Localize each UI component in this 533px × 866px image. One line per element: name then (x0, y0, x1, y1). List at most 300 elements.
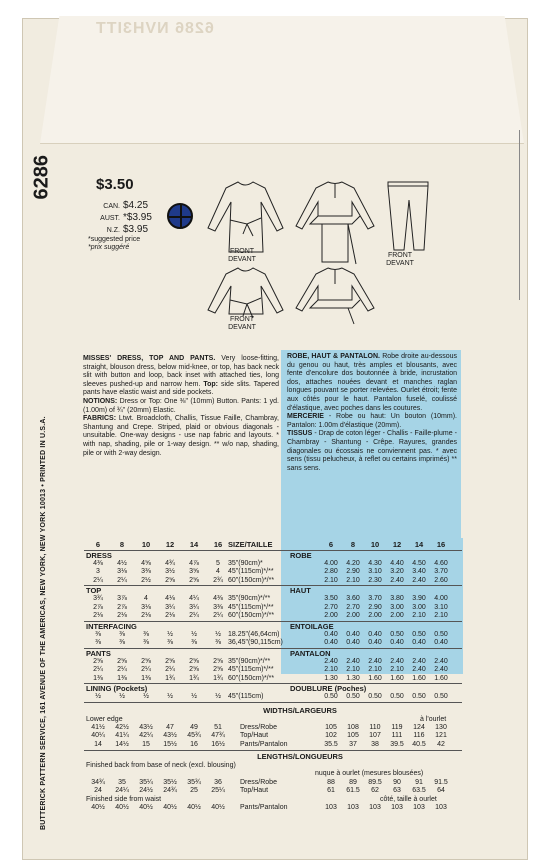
length-value: 34¾ (91, 779, 105, 786)
yardage-value-metric: 2.90 (368, 603, 382, 611)
width-value: 43½ (139, 724, 153, 732)
length-value-metric: 63.5 (412, 787, 426, 795)
yardage-value-metric: 2.60 (434, 576, 448, 584)
width-value-metric: 110 (369, 724, 381, 732)
yardage-value: 1⅜ (117, 674, 127, 682)
yardage-row-metric (320, 658, 452, 665)
yardage-value-metric: 2.40 (368, 657, 382, 665)
yardage-row (86, 560, 230, 567)
yardage-value-metric: 1.60 (412, 674, 426, 682)
length-value: 36 (214, 779, 222, 786)
length-row-pants (86, 804, 230, 811)
width-value-metric: 35.5 (324, 740, 338, 748)
yardage-value-metric: 2.10 (368, 666, 382, 674)
yardage-value-metric: 2.00 (368, 612, 382, 619)
lengths-note2-en: Finished side from waist (86, 795, 162, 803)
size-cell: 6 (328, 540, 334, 549)
tissus-label: TISSUS (287, 430, 313, 438)
yardage-value-metric: 2.40 (434, 657, 448, 665)
fabric-width: 35"(90cm)*/** (228, 595, 271, 603)
yardage-value: ½ (191, 630, 197, 638)
width-value-metric: 119 (391, 724, 403, 732)
yardage-value-metric: 0.40 (324, 630, 338, 638)
yardage-value-metric: 2.10 (390, 666, 404, 674)
length-value: 40½ (139, 803, 153, 811)
yardage-value: 2¼ (213, 612, 223, 619)
width-value-metric: 39.5 (390, 740, 404, 748)
yardage-value-metric: 3.00 (412, 603, 426, 611)
yardage-value-metric: 0.50 (346, 693, 360, 701)
yardage-value-metric: 2.40 (324, 657, 338, 665)
country-price: *$3.95 (123, 212, 152, 223)
front-label: FRONT (229, 316, 255, 323)
yardage-value-metric: 2.70 (346, 603, 360, 611)
yardage-value: 2⅛ (141, 612, 151, 619)
yardage-value-metric: 2.10 (346, 576, 360, 584)
yardage-value: ⅜ (215, 639, 221, 647)
yardage-value-metric: 3.70 (434, 568, 448, 576)
yardage-value-metric: 3.60 (346, 595, 360, 603)
yardage-row-metric (320, 595, 452, 602)
tissus-body: - Drap de coton léger - Challis - Faille-plume - Chambray - Shantung - Crêpe. Rayures, grandes diagonales ou écossais ne conviennent pas. * avec sens (tissu pelucheux, à reflet ou certains imprimés) ** sans sens. (287, 430, 457, 472)
width-value-metric: 105 (347, 732, 359, 740)
yardage-value: 5 (216, 560, 220, 567)
size-header-fr (320, 540, 452, 549)
yardage-value: 2⅝ (189, 657, 199, 665)
length-value-metric: 103 (369, 803, 381, 811)
length-row-metric (320, 779, 452, 786)
width-value: 47¾ (211, 732, 225, 740)
yardage-value: 2⅝ (117, 657, 127, 665)
length-value-metric: 88 (327, 779, 335, 786)
length-value: 40½ (187, 803, 201, 811)
length-value-metric: 61.5 (346, 787, 360, 795)
yardage-value-metric: 0.40 (368, 639, 382, 647)
length-value-metric: 63 (393, 787, 401, 795)
suggested-price-note-fr: *prix suggéré (88, 244, 130, 251)
yardage-value-metric: 2.10 (412, 612, 426, 619)
yardage-value-metric: 4.50 (412, 560, 426, 567)
size-cell: 12 (392, 540, 402, 549)
yardage-value: 2¼ (165, 666, 175, 674)
length-value: 25¼ (211, 787, 225, 795)
publisher-address: BUTTERICK PATTERN SERVICE, 161 AVENUE OF THE AMERICAS, NEW YORK, NEW YORK 10013 • PRINTED IN U.S.A. (40, 416, 47, 830)
yardage-value-metric: 4.40 (390, 560, 404, 567)
yardage-value-metric: 3.80 (390, 595, 404, 603)
yardage-value: 3¾ (93, 595, 103, 603)
yardage-value: ⅜ (119, 630, 125, 638)
length-value-metric: 103 (413, 803, 425, 811)
yardage-value: ⅜ (95, 639, 101, 647)
yardage-value-metric: 0.50 (412, 693, 426, 701)
fabric-width: 35"(90cm)*/** (228, 657, 271, 665)
yardage-value: 1⅜ (141, 674, 151, 682)
section-rule (84, 585, 462, 586)
yardage-value-metric: 0.40 (390, 639, 404, 647)
yardage-row-metric (320, 577, 452, 584)
width-value: 51 (214, 724, 222, 732)
length-value: 40½ (91, 803, 105, 811)
fabric-width: 60"(150cm)*/** (228, 674, 275, 682)
yardage-value: 2⅝ (189, 666, 199, 674)
yardage-value-metric: 2.40 (390, 657, 404, 665)
yardage-value-metric: 1.30 (346, 674, 360, 682)
yardage-value-metric: 3.50 (324, 595, 338, 603)
width-value: 15½ (163, 740, 177, 748)
fabric-width: 35"(90cm)* (228, 560, 263, 567)
yardage-value: 4⅜ (213, 595, 223, 603)
country: N.Z. (106, 227, 120, 234)
yardage-value: 4 (144, 595, 148, 603)
size-label: SIZE/TAILLE (228, 540, 273, 549)
yardage-value-metric: 3.10 (368, 568, 382, 576)
price-nz (90, 224, 182, 236)
yardage-value-metric: 2.80 (324, 568, 338, 576)
width-row (86, 741, 230, 748)
yardage-value-metric: 2.10 (434, 612, 448, 619)
fabric-width: 45"(115cm)*/** (228, 603, 274, 611)
fabric-width: 45"(115cm)*/** (228, 568, 274, 576)
section-label-fr: ENTOILAGE (290, 621, 334, 631)
yardage-row (86, 639, 230, 646)
front-label: FRONT (387, 252, 413, 259)
size-cell: 14 (414, 540, 424, 549)
fabric-width: 36,45"(90,115cm) (228, 639, 283, 647)
yardage-value: 2⅝ (93, 657, 103, 665)
yardage-value: 2½ (141, 576, 151, 584)
size-cell: 12 (165, 540, 175, 549)
length-value-metric: 91 (415, 779, 423, 786)
yardage-value-metric: 3.10 (434, 603, 448, 611)
length-value: 40½ (163, 803, 177, 811)
length-value: 24¼ (115, 787, 129, 795)
yardage-value: 2¼ (93, 576, 103, 584)
description-body-fr: Robe droite au-dessous du genou ou haut, très amples et blousants, avec fente d'encolure dos boutonnée à bride, incrustation dos, attaches nouées devant et manches raglan longues pouvant se porter relevées. Ourlet étroit; fente aux côtés pour le haut. Pantalon fuselé, coulissé d'élastique, avec poches dans les coutures. (287, 353, 458, 412)
lower-edge-label: Lower edge (86, 716, 123, 724)
yardage-value: 4⅞ (189, 560, 199, 567)
width-value: 15 (142, 740, 150, 748)
length-value: 35¼ (139, 779, 153, 786)
devant-label: DEVANT (386, 260, 414, 267)
yardage-value-metric: 4.30 (368, 560, 382, 567)
yardage-row-metric (320, 675, 452, 682)
yardage-value: ½ (191, 693, 197, 701)
length-value-metric: 91.5 (434, 779, 448, 786)
yardage-row (86, 658, 230, 665)
price: $3.50 (96, 176, 134, 193)
garment-label: Dress/Robe (240, 779, 277, 786)
yardage-value-metric: 0.40 (346, 630, 360, 638)
length-value-metric: 103 (435, 803, 447, 811)
yardage-value-metric: 2.40 (390, 576, 404, 584)
length-value-metric: 89.5 (368, 779, 382, 786)
top-label: Top: (203, 380, 219, 388)
width-value-metric: 102 (325, 732, 337, 740)
yardage-value: 4¼ (189, 595, 199, 603)
width-row-metric (320, 732, 452, 739)
yardage-value: 2⅝ (189, 576, 199, 584)
length-value: 25 (190, 787, 198, 795)
dress-back-sketch-icon (290, 176, 380, 266)
width-value: 14½ (115, 740, 129, 748)
devant-label: DEVANT (228, 256, 256, 263)
yardage-row-metric (320, 568, 452, 575)
yardage-value-metric: 1.60 (434, 674, 448, 682)
yardage-value-metric: 0.40 (368, 630, 382, 638)
length-value-metric: 89 (349, 779, 357, 786)
yardage-value-metric: 3.00 (390, 603, 404, 611)
suggested-price-note: *suggested price (88, 236, 141, 243)
length-value: 24½ (139, 787, 153, 795)
garment-label: Top/Haut (240, 787, 269, 795)
country-price: $4.25 (123, 200, 149, 211)
section-label-fr: HAUT (290, 586, 311, 596)
width-value: 43½ (163, 732, 177, 740)
pants-sketch-icon (378, 176, 438, 256)
yardage-value-metric: 0.40 (434, 639, 448, 647)
yardage-value: ⅜ (191, 639, 197, 647)
yardage-value: 2⅛ (117, 612, 127, 619)
section-rule (84, 648, 462, 649)
yardage-value-metric: 1.60 (368, 674, 382, 682)
front-label: FRONT (229, 248, 255, 255)
yardage-value: 4½ (117, 560, 127, 567)
lower-edge-label-fr: à l'ourlet (420, 716, 447, 724)
yardage-value: 2¼ (117, 576, 127, 584)
length-value: 24¾ (163, 787, 177, 795)
top-front-sketch-icon (203, 262, 288, 320)
description-title: MISSES' DRESS, TOP AND PANTS. (83, 355, 216, 362)
length-value: 24 (94, 787, 102, 795)
yardage-value-metric: 2.10 (324, 666, 338, 674)
description-french (281, 350, 461, 538)
yardage-row-metric (320, 666, 452, 673)
yardage-value: 1¾ (189, 674, 199, 682)
country-price: $3.95 (123, 224, 149, 235)
yardage-row (86, 568, 230, 575)
widths-rule (84, 750, 462, 751)
garment-label: Top/Haut (240, 732, 269, 740)
yardage-row (86, 693, 230, 700)
yardage-value-metric: 3.20 (390, 568, 404, 576)
yardage-row (86, 604, 230, 611)
yardage-value: 3 (96, 568, 100, 576)
width-value-metric: 124 (413, 724, 425, 732)
yardage-value-metric: 2.70 (324, 603, 338, 611)
yardage-value-metric: 3.40 (412, 568, 426, 576)
yardage-value: 2⅝ (141, 657, 151, 665)
width-value: 49 (190, 724, 198, 732)
yardage-value: 2⅞ (117, 603, 127, 611)
yardage-row (86, 666, 230, 673)
yardage-value-metric: 2.40 (434, 666, 448, 674)
length-value-metric: 103 (391, 803, 403, 811)
notions-body: Dress or Top: One ⅜" (10mm) Button. Pants: 1 yd. (1.00m) of ¾" (20mm) Elastic. (83, 397, 279, 414)
width-value: 14 (94, 740, 102, 748)
yardage-value-metric: 0.50 (368, 693, 382, 701)
width-value: 16 (190, 740, 198, 748)
yardage-value: 2⅝ (213, 666, 223, 674)
yardage-value-metric: 1.30 (324, 674, 338, 682)
yardage-value: ½ (215, 630, 221, 638)
description-body: Very loose-fitting, straight, blouson dress, below mid-knee, or top, has back neck slit with button and loop, back inset with attached ties, long sleeves pushed-up and narrow hem. (83, 355, 279, 388)
yardage-value-metric: 2.10 (346, 666, 360, 674)
width-value: 41¼ (115, 732, 129, 740)
yardage-value-metric: 0.50 (390, 630, 404, 638)
length-row (86, 787, 230, 794)
width-row-metric (320, 741, 452, 748)
fabric-width: 60"(150cm)*/** (228, 612, 275, 619)
country: CAN. (103, 203, 120, 210)
yardage-value-metric: 4.60 (434, 560, 448, 567)
widths-header: WIDTHS/LARGEURS (263, 706, 337, 716)
section-label-fr: PANTALON (290, 648, 331, 658)
yardage-value: 2⅝ (213, 657, 223, 665)
yardage-value: 4⅝ (141, 560, 151, 567)
yardage-value: 1⅜ (93, 674, 103, 682)
yardage-value-metric: 0.50 (412, 630, 426, 638)
yardage-row-metric (320, 693, 452, 700)
flap-show-through-text: 6286 NVH3ITT (95, 20, 214, 37)
width-value: 42½ (115, 724, 129, 732)
width-value-metric: 107 (369, 732, 381, 740)
length-value-metric: 103 (325, 803, 337, 811)
section-label-fr: DOUBLURE (Poches) (290, 684, 367, 694)
fabric-width: 45"(115cm)*/** (228, 666, 274, 674)
length-row (86, 779, 230, 786)
yardage-row (86, 631, 230, 638)
yardage-row-metric (320, 604, 452, 611)
section-rule (84, 702, 462, 703)
size-cell: 16 (213, 540, 223, 549)
yardage-value: ½ (167, 693, 173, 701)
yardage-value-metric: 1.60 (390, 674, 404, 682)
size-cell: 10 (141, 540, 151, 549)
length-row-pants-metric (320, 804, 452, 811)
yardage-value: 2⅛ (165, 612, 175, 619)
width-value-metric: 116 (413, 732, 425, 740)
fold-line (519, 130, 520, 300)
length-value-metric: 90 (393, 779, 401, 786)
yardage-value: 3⅛ (141, 603, 151, 611)
yardage-value: 2¼ (189, 612, 199, 619)
yardage-value-metric: 2.00 (390, 612, 404, 619)
yardage-value: 4⅜ (93, 560, 103, 567)
yardage-value: 3½ (165, 568, 175, 576)
width-value: 40¼ (91, 732, 105, 740)
yardage-value: ⅜ (167, 639, 173, 647)
yardage-value: 2¼ (117, 666, 127, 674)
yardage-value-metric: 0.40 (412, 639, 426, 647)
size-cell: 8 (119, 540, 125, 549)
fabrics-label: FABRICS: (83, 415, 117, 423)
section-label-en: INTERFACING (86, 621, 137, 631)
yardage-value: 4⅛ (165, 595, 175, 603)
lengths-note-en: Finished back from base of neck (excl. blousing) (86, 762, 236, 769)
pants-front-caption (380, 252, 420, 268)
difficulty-symbol-icon (167, 203, 193, 229)
yardage-value-metric: 4.00 (324, 560, 338, 567)
yardage-value-metric: 2.90 (346, 568, 360, 576)
yardage-value: 2⅝ (165, 657, 175, 665)
size-cell: 10 (370, 540, 380, 549)
yardage-value: ⅜ (119, 639, 125, 647)
mercerie-body: - Robe ou haut: Un bouton (10mm). Pantalon: 1.00m d'élastique (20mm). (287, 413, 457, 429)
yardage-value: 3⅝ (189, 568, 199, 576)
section-label-en: LINING (Pockets) (86, 684, 148, 694)
width-value: 41½ (91, 724, 105, 732)
width-value-metric: 37 (349, 740, 357, 748)
size-cell: 14 (189, 540, 199, 549)
length-value: 40½ (115, 803, 129, 811)
yardage-value: ½ (143, 693, 149, 701)
yardage-value-metric: 4.00 (434, 595, 448, 603)
lengths-header: LENGTHS/LONGUEURS (257, 752, 343, 761)
fabric-width: 18.25"(46,64cm) (228, 630, 280, 638)
devant-label: DEVANT (228, 324, 256, 331)
yardage-value: 4¾ (165, 560, 175, 567)
yardage-value: ⅜ (95, 630, 101, 638)
yardage-value: 3⅛ (117, 568, 127, 576)
yardage-row-metric (320, 612, 452, 619)
yardage-row-metric (320, 639, 452, 646)
length-row-metric (320, 787, 452, 794)
garment-label: Pants/Pantalon (240, 803, 288, 811)
description-english (83, 355, 279, 458)
length-value-metric: 61 (327, 787, 335, 795)
yardage-value-metric: 3.90 (412, 595, 426, 603)
length-value: 35¾ (187, 779, 201, 786)
width-value-metric: 121 (435, 732, 447, 740)
pattern-number: 6286 (30, 155, 53, 200)
yardage-value-metric: 0.50 (324, 693, 338, 701)
width-row-metric (320, 724, 452, 731)
section-rule (84, 621, 462, 622)
yardage-value: 2¾ (213, 576, 223, 584)
width-value: 16½ (211, 740, 225, 748)
notions-label: NOTIONS: (83, 397, 118, 405)
width-value-metric: 40.5 (412, 740, 426, 748)
top-body: side slits. Tapered pants have elastic waist and side pockets. (83, 380, 279, 397)
yardage-value-metric: 0.40 (346, 639, 360, 647)
yardage-value-metric: 3.70 (368, 595, 382, 603)
yardage-value: 3⅜ (213, 603, 223, 611)
yardage-value: 3¼ (189, 603, 199, 611)
size-cell: 6 (95, 540, 101, 549)
yardage-value-metric: 0.50 (390, 693, 404, 701)
yardage-value: ⅜ (143, 630, 149, 638)
fabrics-body: Ltwt. Broadcloth, Challis, Tissue Faille, Chambray, Shantung and Crepe. Striped, plaid or obvious diagonals - unsuitable. One-way designs - use nap fabric and layouts. * with nap, shading, pile or 1-way design. ** w/o nap, shading, pile or with 2-way design. (83, 415, 279, 457)
fabric-width: 45"(115cm) (228, 693, 264, 701)
yardage-value-metric: 2.00 (324, 612, 338, 619)
size-rule (84, 550, 462, 551)
lengths-note2-fr: côté, taille à ourlet (380, 795, 437, 803)
yardage-value: 2⅞ (93, 603, 103, 611)
yardage-value-metric: 0.50 (434, 630, 448, 638)
garment-label: Pants/Pantalon (240, 740, 288, 748)
yardage-value-metric: 2.40 (346, 657, 360, 665)
length-value: 35½ (163, 779, 177, 786)
yardage-value: 2⅛ (93, 612, 103, 619)
section-label-fr: ROBE (290, 551, 312, 560)
length-value-metric: 62 (371, 787, 379, 795)
dress-front-sketch-icon (203, 176, 288, 256)
length-value: 40½ (211, 803, 225, 811)
section-label-en: PANTS (86, 648, 111, 658)
width-value-metric: 42 (437, 740, 445, 748)
width-value: 47 (166, 724, 174, 732)
yardage-value-metric: 2.40 (412, 576, 426, 584)
